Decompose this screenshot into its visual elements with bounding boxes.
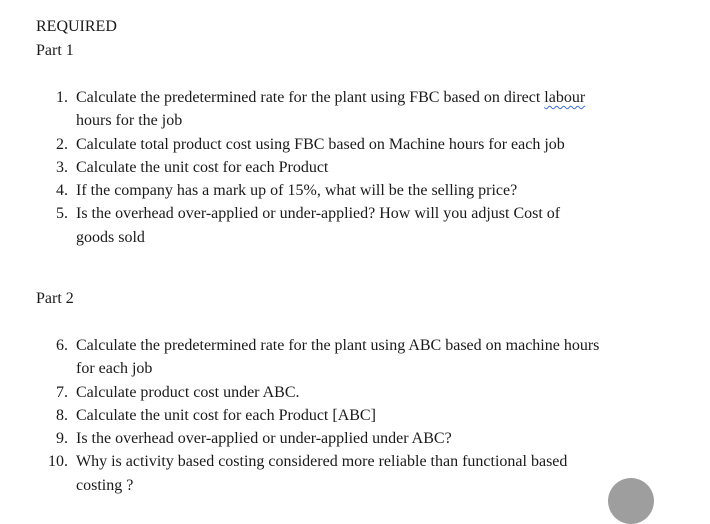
question-9 (56, 427, 616, 450)
question-text: Calculate total product cost using FBC based on Machine hours for each job (76, 135, 565, 153)
question-8 (56, 404, 616, 427)
question-7 (56, 381, 616, 404)
question-text: Calculate the unit cost for each Product (76, 158, 329, 176)
part1-title: Part 1 (36, 42, 74, 59)
question-number: 8. (56, 406, 68, 424)
question-number: 10. (48, 453, 68, 471)
question-text (76, 86, 601, 133)
question-text: Is the overhead over-applied or under-applied? How will you adjust Cost of goods sold (76, 205, 561, 246)
question-3 (56, 156, 601, 179)
question-number: 9. (56, 430, 68, 448)
question-number: 7. (56, 383, 68, 401)
question-text: If the company has a mark up of 15%, what will be the selling price? (76, 182, 518, 200)
part2-question-list (48, 334, 616, 497)
question-number: 6. (56, 337, 68, 354)
question-1 (56, 86, 601, 133)
spellcheck-flagged-word[interactable]: labour (544, 89, 586, 106)
question-number: 4. (56, 182, 68, 200)
question-text: Calculate product cost under ABC. (76, 383, 300, 401)
question-number: 5. (56, 205, 68, 223)
question-text: Calculate the predetermined rate for the plant using ABC based on machine hours for each job (76, 337, 600, 378)
question-number: 1. (56, 89, 68, 106)
question-4 (56, 179, 601, 202)
part2-title: Part 2 (36, 290, 74, 307)
question-5 (56, 202, 601, 249)
question-text: Calculate the unit cost for each Product [ABC] (76, 406, 376, 424)
question-text: Is the overhead over-applied or under-applied under ABC? (76, 430, 452, 448)
part1-question-list (56, 86, 601, 249)
question-text-part: hours for the job (76, 112, 183, 130)
question-number: 2. (56, 135, 68, 153)
required-heading: REQUIRED (36, 18, 117, 35)
question-2 (56, 133, 601, 156)
question-number: 3. (56, 158, 68, 176)
question-text-part: Calculate the predetermined rate for the plant using FBC based on direct (76, 89, 541, 106)
question-text: Why is activity based costing considered more reliable than functional based costing ? (76, 453, 568, 494)
circle-button-icon[interactable] (608, 478, 654, 524)
question-6 (56, 334, 616, 381)
question-10 (48, 450, 616, 497)
